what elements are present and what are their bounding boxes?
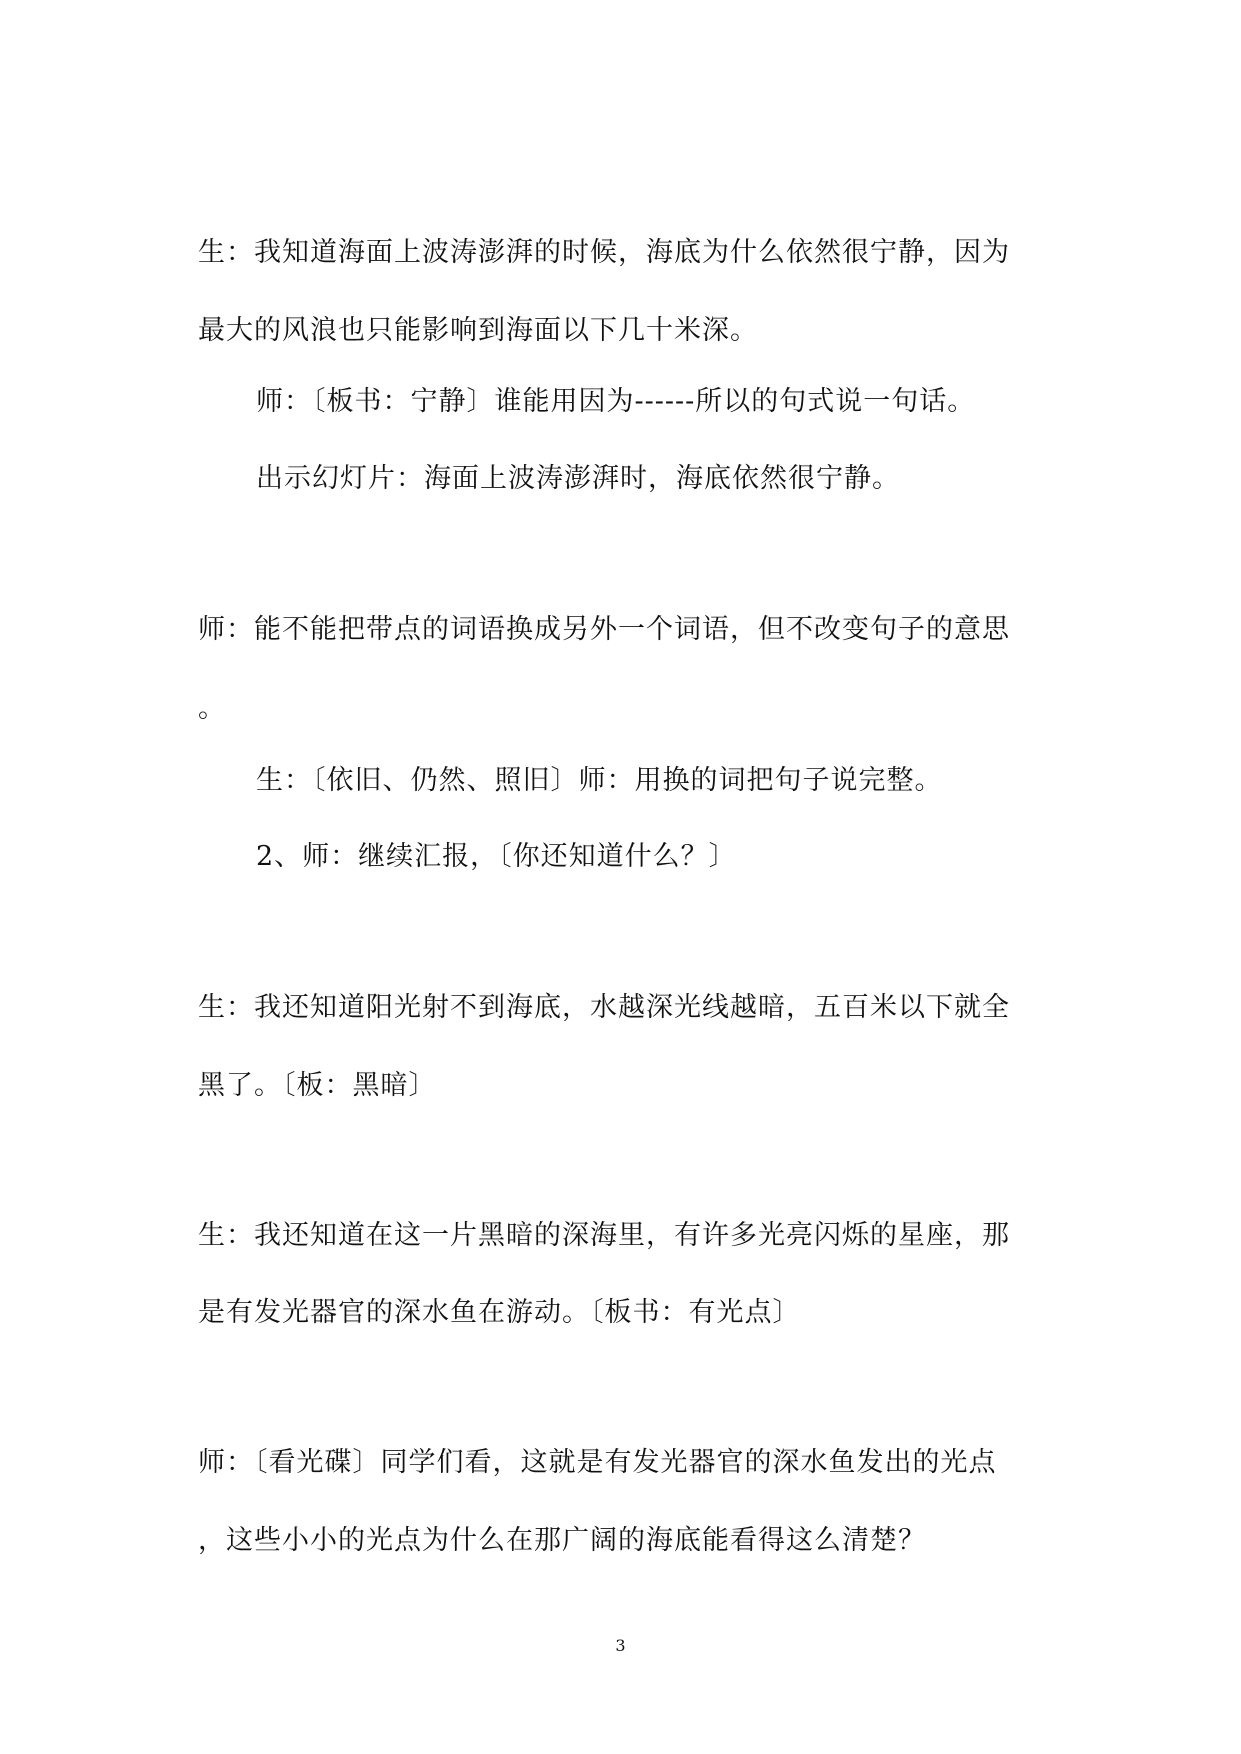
paragraph-line: 黑了。〔板：黑暗〕 [198, 1070, 437, 1101]
paragraph-line: ，这些小小的光点为什么在那广阔的海底能看得这么清楚？ [198, 1525, 926, 1556]
paragraph-line: 师：能不能把带点的词语换成另外一个词语，但不改变句子的意思 [198, 614, 1010, 645]
paragraph-line: 生：我还知道在这一片黑暗的深海里，有许多光亮闪烁的星座，那 [198, 1220, 1010, 1251]
paragraph-line: 最大的风浪也只能影响到海面以下几十米深。 [198, 315, 758, 346]
paragraph-line: 是有发光器官的深水鱼在游动。〔板书：有光点〕 [198, 1297, 801, 1328]
paragraph-line: 生：〔依旧、仍然、照旧〕师：用换的词把句子说完整。 [256, 765, 943, 796]
paragraph-line: 师：〔板书：宁静〕谁能用因为------所以的句式说一句话。 [256, 386, 976, 417]
page-number: 3 [615, 1636, 626, 1655]
paragraph-line: 。 [198, 693, 226, 724]
paragraph-line: 生：我知道海面上波涛澎湃的时候，海底为什么依然很宁静，因为 [198, 237, 1010, 268]
paragraph-line: 2、师：继续汇报，〔你还知道什么？〕 [256, 841, 737, 872]
paragraph-line: 出示幻灯片：海面上波涛澎湃时，海底依然很宁静。 [256, 463, 900, 494]
paragraph-line: 生：我还知道阳光射不到海底，水越深光线越暗，五百米以下就全 [198, 992, 1010, 1023]
paragraph-line: 师：〔看光碟〕同学们看，这就是有发光器官的深水鱼发出的光点 [198, 1447, 997, 1478]
